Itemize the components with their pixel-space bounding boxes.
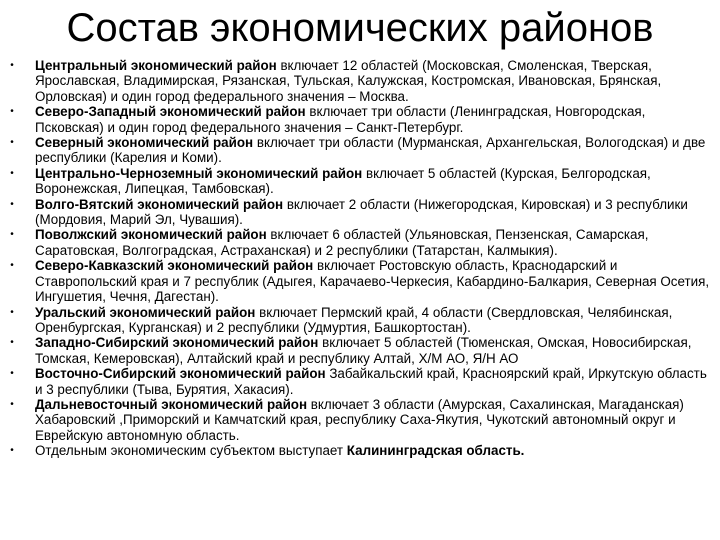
region-name: Дальневосточный экономический район [35,396,308,412]
region-name: Северо-Западный экономический район [35,104,306,120]
list-item-north [0,135,720,166]
region-name: Поволжский экономический район [35,227,267,243]
bullet-icon: • [10,368,14,380]
list-item-ural [0,305,720,336]
region-description: включает 2 области (Нижегородская, Кировская) и 3 республики (Мордовия, Марий Эл, Чувашия). [35,196,688,228]
list-item-north-caucasus [0,258,720,304]
region-description: включает Ростовскую область, Краснодарский и Ставропольский края и 7 республик (Адыгея, Карачаево-Черкесия, Кабардино-Балкария, Северная Осетия, Ингушетия, Чечня, Дагестан). [35,258,710,305]
list-item-volga-vyatka [0,197,720,228]
bullet-icon: • [10,398,14,410]
bullet-icon: • [10,167,14,179]
bullet-icon: • [10,229,14,241]
region-description: включает три области (Мурманская, Архангельская, Вологодская) и две республики (Карелия и Коми). [35,135,706,166]
region-name: Западно-Сибирский экономический район [35,335,319,351]
region-description: включает 6 областей (Ульяновская, Пензенская, Самарская, Саратовская, Волгоградская, Астраханская) и 2 республики (Татарстан, Калмыкия). [35,227,649,258]
list-item-west-siberian [0,335,720,366]
bullet-icon: • [10,60,14,71]
list-item-kaliningrad [0,443,720,458]
region-description: включает 5 областей (Тюменская, Омская, Новосибирская, Томская, Кемеровская), Алтайский край и республику Алтай, Х/М АО, Я/Н АО [35,335,692,366]
region-name: Северный экономический район [35,135,254,151]
region-description: Отдельным экономическим субъектом выступает [35,443,347,459]
list-item-central [0,58,720,104]
list-item-east-siberian [0,366,720,397]
bullet-icon: • [10,337,14,349]
region-description: включает три области (Ленинградская, Новгородская, Псковская) и один город федерального значения – Санкт-Петербург. [35,104,646,135]
list-item-north-west [0,104,720,135]
region-description: включает 5 областей (Курская, Белгородская, Воронежская, Липецкая, Тамбовская). [35,165,651,197]
region-list [0,58,720,459]
list-item-far-east [0,397,720,443]
region-name: Центрально-Черноземный экономический район [35,165,363,181]
bullet-icon: • [10,198,14,210]
bullet-icon: • [10,260,14,272]
region-name: Калининградская область. [346,443,525,459]
region-description: включает 3 области (Амурская, Сахалинская, Магаданская) Хабаровский ,Приморский и Камчатский края, республику Саха-Якутия, Чукотский автономный округ и Еврейскую автономную область. [35,396,684,443]
page-title: Состав экономических районов [66,6,654,50]
region-name: Центральный экономический район [35,58,277,73]
bullet-icon: • [10,106,14,118]
bullet-icon: • [10,445,14,457]
region-description: Забайкальский край, Красноярский край, Иркутскую область и 3 республики (Тыва, Бурятия, Хакасия). [35,366,707,397]
region-name: Восточно-Сибирский экономический район [35,366,326,382]
region-description: включает 12 областей (Московская, Смоленская, Тверская, Ярославская, Владимирская, Рязанская, Тульская, Калужская, Костромская, Ивановская, Брянская, Орловская) и один город федерального значения – Москва. [35,58,662,104]
region-name: Северо-Кавказский экономический район [35,258,314,274]
region-name: Уральский экономический район [35,304,256,320]
list-item-volga [0,227,720,258]
region-name: Волго-Вятский экономический район [35,196,284,212]
bullet-icon: • [10,137,14,149]
list-item-central-black-earth [0,166,720,197]
bullet-icon: • [10,306,14,318]
region-description: включает Пермский край, 4 области (Свердловская, Челябинская, Оренбургская, Курганская) и 2 республики (Удмуртия, Башкортостан). [35,304,673,335]
